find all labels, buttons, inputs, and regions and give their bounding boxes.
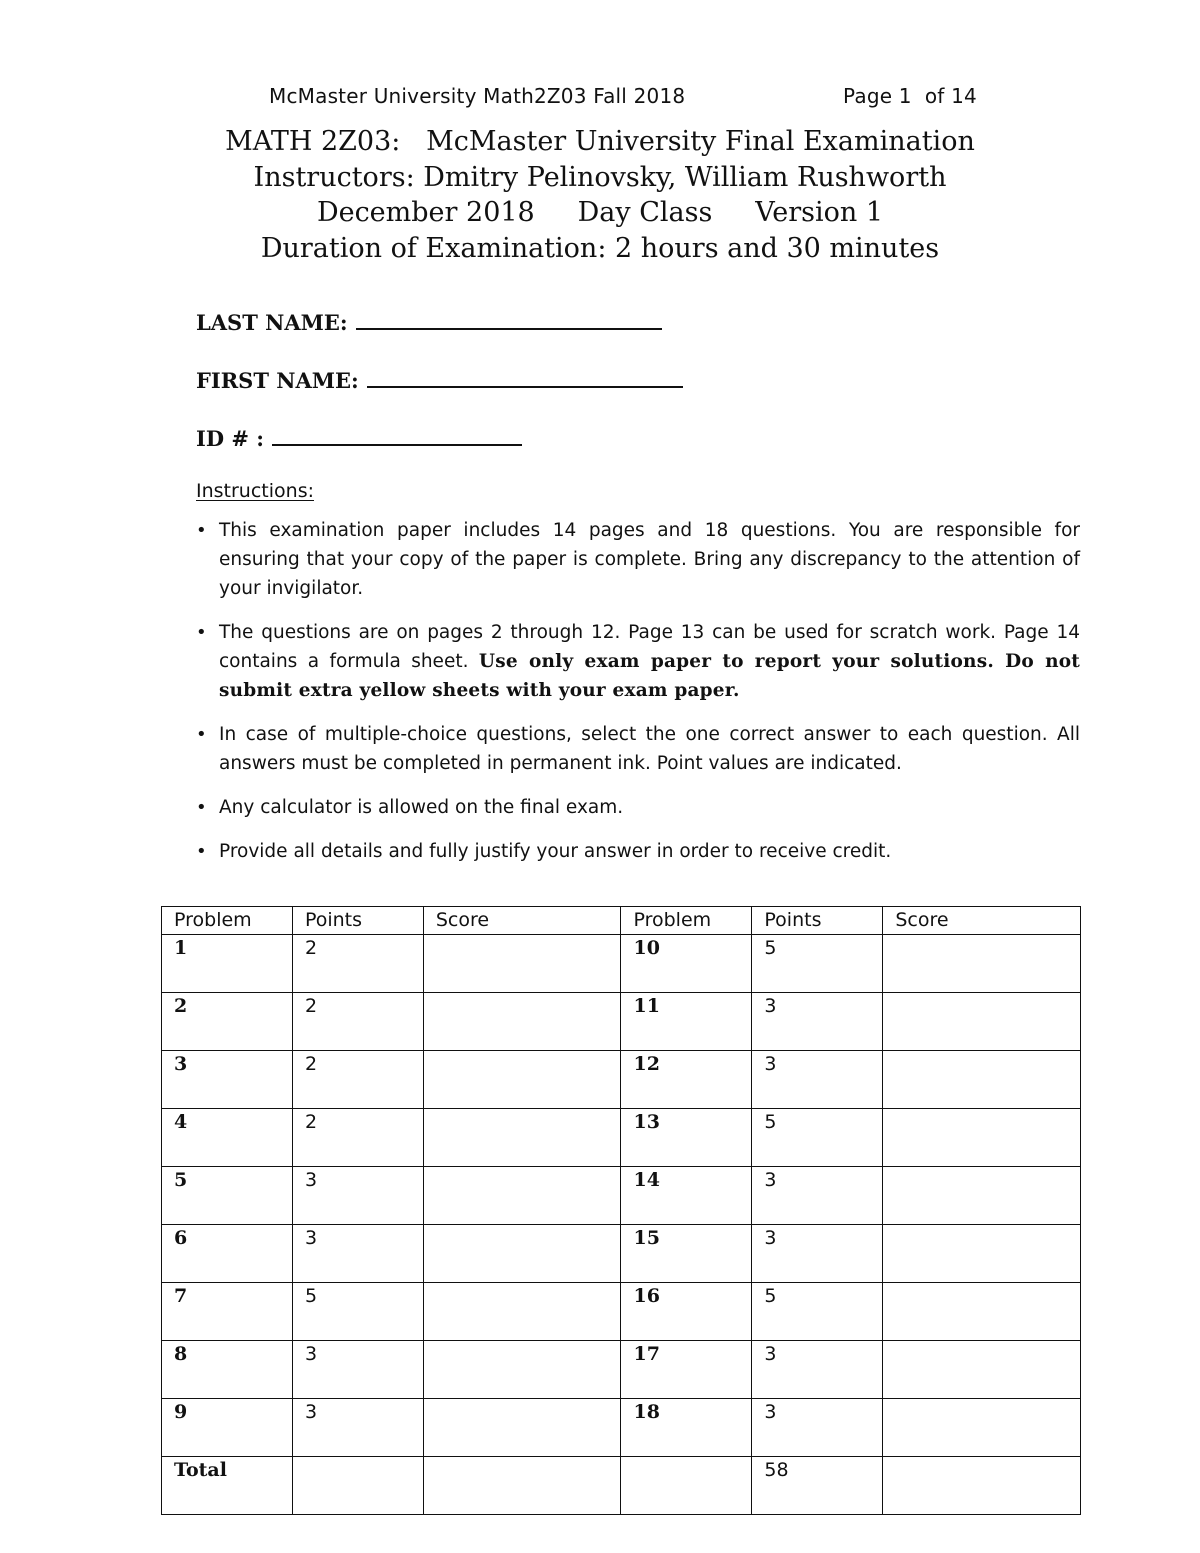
score-cell[interactable] [423, 1051, 621, 1109]
total-points: 58 [752, 1457, 883, 1515]
problem-points: 3 [292, 1341, 423, 1399]
exam-session: December 2018 Day Class Version 1 [316, 197, 884, 228]
problem-points: 5 [292, 1283, 423, 1341]
problem-number: 2 [162, 993, 293, 1051]
table-row [162, 1109, 1081, 1167]
problem-number: 8 [162, 1341, 293, 1399]
instruction-item: • This examination paper includes 14 pages and 18 questions. You are responsible for ensuring that your copy of the paper is complete. Bring any discrepancy to the attention of your invigilator. [196, 516, 1080, 603]
total-score-cell[interactable] [883, 1457, 1081, 1515]
col-header-points: Points [292, 907, 423, 935]
score-cell[interactable] [423, 1283, 621, 1341]
id-blank[interactable] [272, 424, 522, 446]
first-name-label: FIRST NAME: [196, 368, 359, 393]
score-cell[interactable] [883, 1225, 1081, 1283]
instructions-heading: Instructions: [196, 480, 314, 502]
score-cell[interactable] [423, 1341, 621, 1399]
problem-points: 3 [292, 1225, 423, 1283]
problem-number: 12 [621, 1051, 752, 1109]
problem-points: 5 [752, 1283, 883, 1341]
instruction-item [196, 618, 1080, 705]
problem-points: 3 [752, 1341, 883, 1399]
problem-number: 16 [621, 1283, 752, 1341]
instruction-emphasis: Use only exam paper to report your solutions. Do not submit extra yellow sheets with your exam paper. [219, 651, 1081, 701]
exam-instructors: Instructors: Dmitry Pelinovsky, William Rushworth [253, 161, 947, 193]
problem-number: 18 [621, 1399, 752, 1457]
problem-points: 3 [752, 993, 883, 1051]
table-row [162, 993, 1081, 1051]
col-header-points: Points [752, 907, 883, 935]
table-row [162, 1399, 1081, 1457]
problem-number: 14 [621, 1167, 752, 1225]
table-row [162, 1167, 1081, 1225]
score-cell[interactable] [423, 1225, 621, 1283]
page-number: Page 1 [843, 84, 912, 108]
total-label: Total [162, 1457, 293, 1515]
table-row [162, 935, 1081, 993]
col-header-score: Score [423, 907, 621, 935]
problem-number: 7 [162, 1283, 293, 1341]
score-cell[interactable] [423, 935, 621, 993]
problem-number: 11 [621, 993, 752, 1051]
col-header-score: Score [883, 907, 1081, 935]
first-name-blank[interactable] [367, 366, 683, 388]
problem-points: 2 [292, 993, 423, 1051]
instruction-text: The questions are on pages 2 through 12. Page 13 can be used for scratch work. Page 14 contains a formula sheet. [219, 622, 1080, 672]
page-total: of 14 [924, 84, 977, 108]
table-row [162, 1341, 1081, 1399]
instruction-item: • Provide all details and fully justify your answer in order to receive credit. [196, 837, 1080, 866]
problem-points: 3 [752, 1051, 883, 1109]
score-cell[interactable] [883, 1051, 1081, 1109]
problem-number: 4 [162, 1109, 293, 1167]
problem-number: 5 [162, 1167, 293, 1225]
empty-cell [621, 1457, 752, 1515]
exam-title: MATH 2Z03: McMaster University Final Examination [225, 126, 975, 157]
score-cell[interactable] [883, 1341, 1081, 1399]
table-row [162, 1051, 1081, 1109]
problem-points: 2 [292, 1051, 423, 1109]
col-header-problem: Problem [621, 907, 752, 935]
exam-title-block [0, 124, 1200, 266]
score-cell[interactable] [883, 1109, 1081, 1167]
running-header-page [843, 84, 977, 108]
problem-points: 3 [752, 1399, 883, 1457]
instructions-list [196, 516, 1080, 881]
problem-number: 9 [162, 1399, 293, 1457]
exam-duration: Duration of Examination: 2 hours and 30 minutes [260, 232, 940, 264]
problem-number: 17 [621, 1341, 752, 1399]
problem-points: 3 [752, 1167, 883, 1225]
score-table-header [162, 907, 1081, 935]
empty-cell [423, 1457, 621, 1515]
score-cell[interactable] [883, 1399, 1081, 1457]
score-cell[interactable] [883, 935, 1081, 993]
problem-number: 13 [621, 1109, 752, 1167]
problem-points: 5 [752, 935, 883, 993]
score-cell[interactable] [423, 1399, 621, 1457]
last-name-label: LAST NAME: [196, 310, 348, 335]
table-row [162, 1225, 1081, 1283]
last-name-field [196, 308, 662, 335]
problem-number: 10 [621, 935, 752, 993]
problem-points: 3 [292, 1399, 423, 1457]
running-header-course: McMaster University Math2Z03 Fall 2018 [269, 84, 686, 108]
col-header-problem: Problem [162, 907, 293, 935]
total-row [162, 1457, 1081, 1515]
score-cell[interactable] [423, 993, 621, 1051]
score-cell[interactable] [423, 1109, 621, 1167]
problem-points: 3 [292, 1167, 423, 1225]
problem-number: 6 [162, 1225, 293, 1283]
score-cell[interactable] [883, 1283, 1081, 1341]
first-name-field [196, 366, 683, 393]
problem-number: 15 [621, 1225, 752, 1283]
score-table [161, 906, 1081, 1515]
problem-number: 3 [162, 1051, 293, 1109]
problem-number: 1 [162, 935, 293, 993]
score-cell[interactable] [883, 993, 1081, 1051]
problem-points: 5 [752, 1109, 883, 1167]
score-cell[interactable] [883, 1167, 1081, 1225]
id-field [196, 424, 522, 451]
table-row [162, 1283, 1081, 1341]
id-label: ID # : [196, 426, 265, 451]
problem-points: 2 [292, 1109, 423, 1167]
problem-points: 3 [752, 1225, 883, 1283]
score-cell[interactable] [423, 1167, 621, 1225]
instruction-item: • Any calculator is allowed on the final exam. [196, 793, 1080, 822]
instruction-item: • In case of multiple-choice questions, select the one correct answer to each question. All answers must be completed in permanent ink. Point values are indicated. [196, 720, 1080, 778]
last-name-blank[interactable] [356, 308, 662, 330]
empty-cell [292, 1457, 423, 1515]
problem-points: 2 [292, 935, 423, 993]
